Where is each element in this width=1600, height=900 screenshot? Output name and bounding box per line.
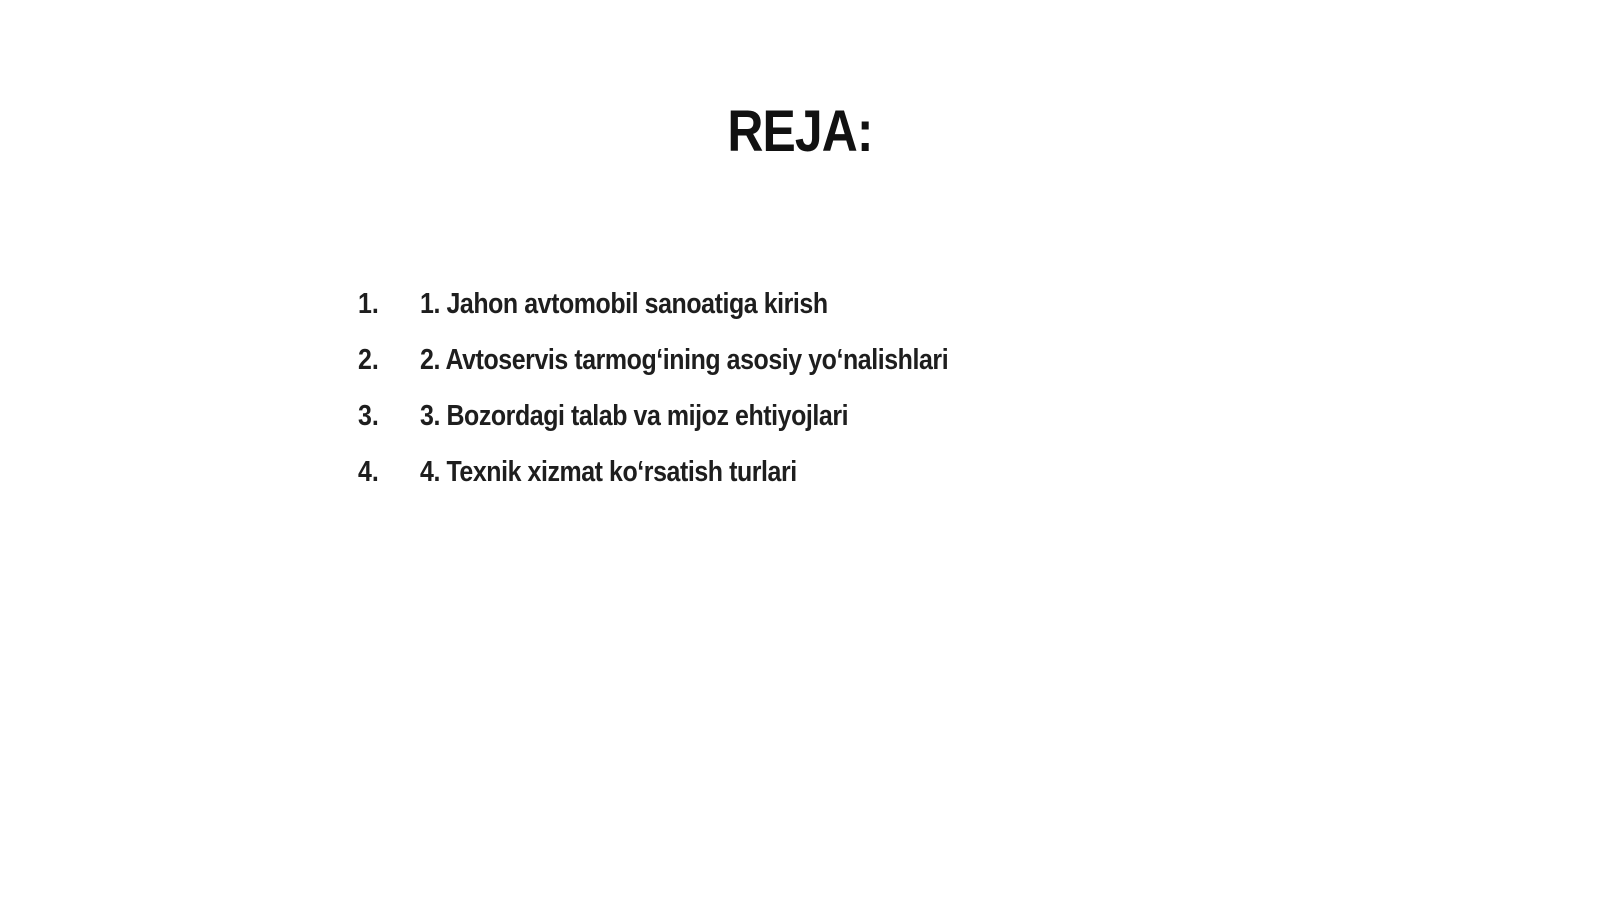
plan-item-number: 2. <box>358 344 379 376</box>
plan-list <box>358 288 1034 512</box>
slide-title: REJA: <box>727 99 873 164</box>
plan-item-number: 1. <box>358 288 379 320</box>
plan-item <box>358 456 1034 512</box>
plan-item <box>358 344 1034 400</box>
plan-item <box>358 400 1034 456</box>
plan-item-number: 3. <box>358 400 379 432</box>
plan-item <box>358 288 1034 344</box>
plan-item-text: 1. Jahon avtomobil sanoatiga kirish <box>420 288 828 320</box>
plan-item-text: 4. Texnik xizmat ko‘rsatish turlari <box>420 456 797 488</box>
plan-item-text: 3. Bozordagi talab va mijoz ehtiyojlari <box>420 400 849 432</box>
plan-item-text: 2. Avtoservis tarmog‘ining asosiy yo‘nalishlari <box>420 344 949 376</box>
plan-item-number: 4. <box>358 456 379 488</box>
